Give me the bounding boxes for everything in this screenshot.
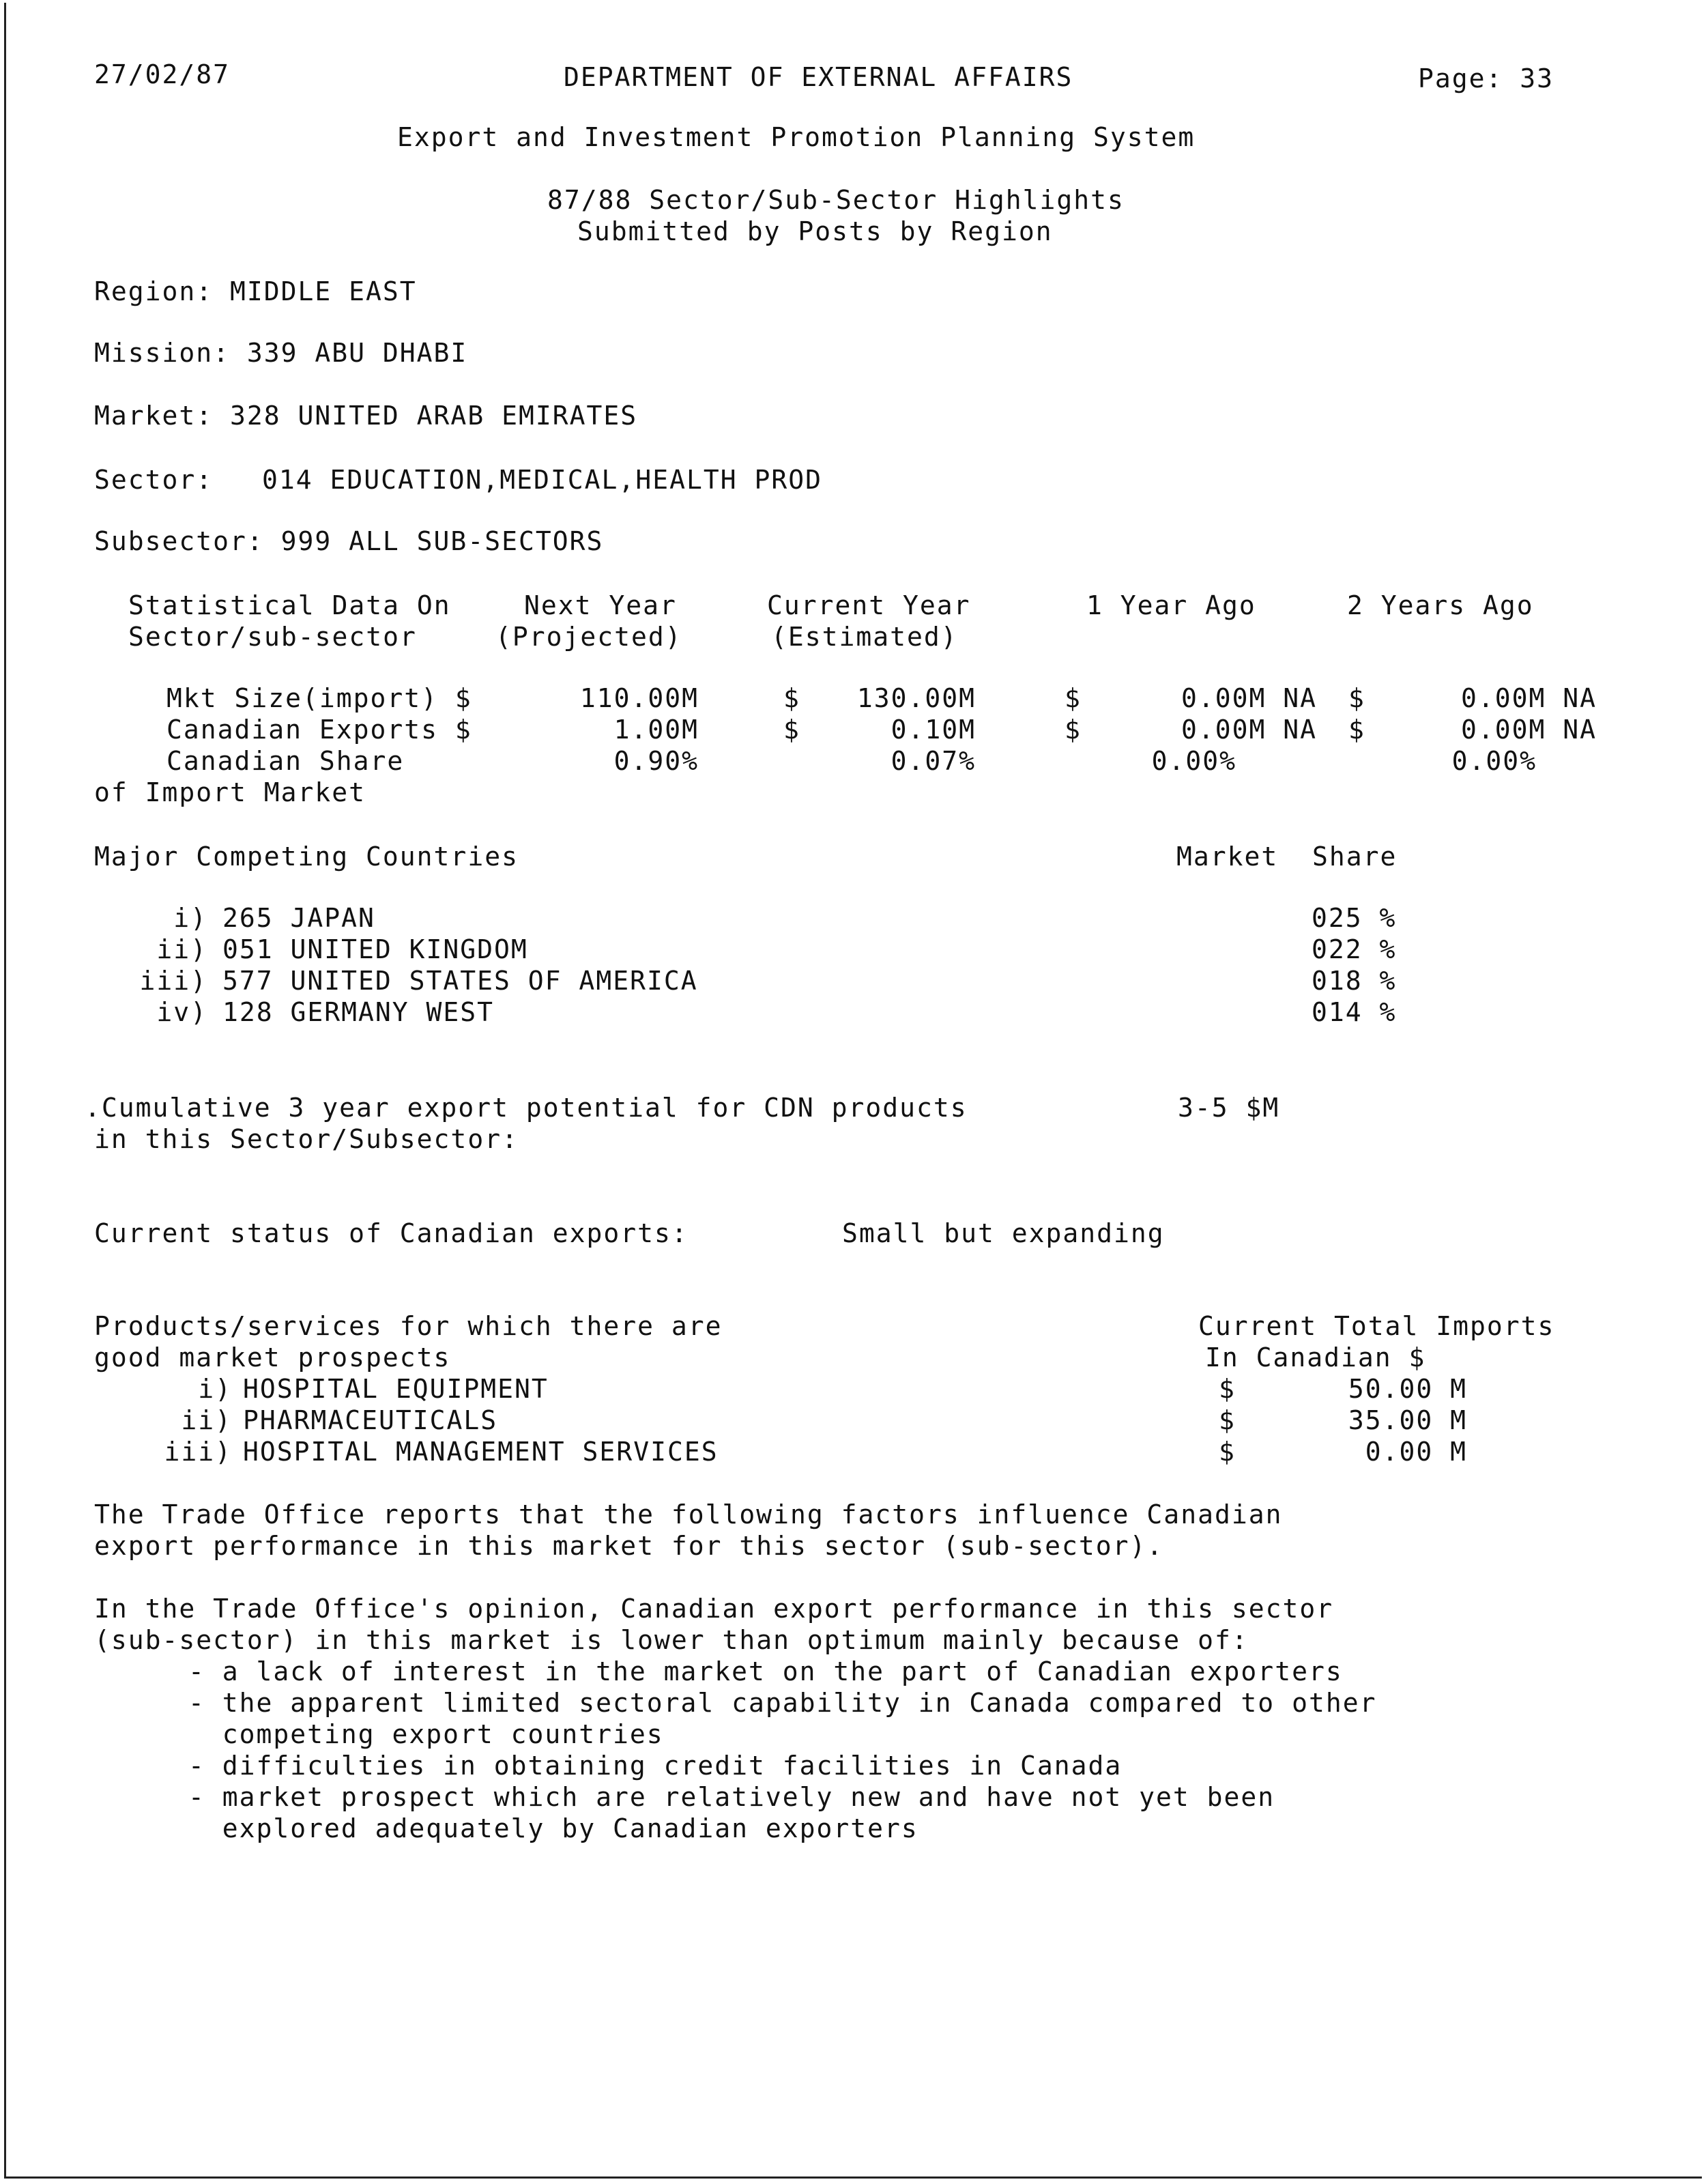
stats-cell-1-year-ago: 0.00M NA <box>1181 683 1317 713</box>
mission-line: Mission: 339 ABU DHABI <box>94 338 468 368</box>
stats-header-current-year: Current Year <box>767 590 971 620</box>
department-name: DEPARTMENT OF EXTERNAL AFFAIRS <box>564 62 1073 92</box>
list-item-number: ii) <box>181 1405 232 1435</box>
stats-cell-2-years-ago: 0.00M NA <box>1460 683 1597 713</box>
stats-row-label: Mkt Size(import) $ <box>167 683 472 713</box>
factors-paragraph: The Trade Office reports that the following factors influence Canadian <box>94 1499 1283 1529</box>
stats-cell-1-year-ago: 0.00% <box>1151 746 1236 776</box>
stats-cell-2-years-ago: 0.00M NA <box>1460 715 1597 745</box>
competitor-name: 577 UNITED STATES OF AMERICA <box>222 966 698 996</box>
stats-row-label: Canadian Exports $ <box>167 715 472 745</box>
sector-label: Sector: <box>94 465 214 495</box>
opinion-paragraph: In the Trade Office's opinion, Canadian export performance in this sector <box>94 1594 1334 1624</box>
opinion-paragraph: (sub-sector) in this market is lower than optimum mainly because of: <box>94 1625 1249 1655</box>
imports-heading: In Canadian $ <box>1205 1342 1426 1373</box>
prospect-name: HOSPITAL EQUIPMENT <box>243 1374 549 1404</box>
stats-cell-current: 0.10M <box>891 715 976 745</box>
subsector-line: Subsector: 999 ALL SUB-SECTORS <box>94 526 604 556</box>
opinion-bullet: explored adequately by Canadian exporters <box>188 1813 918 1843</box>
prospect-import-value: 35.00 M <box>1348 1405 1467 1435</box>
stats-cell-2-years-ago: 0.00% <box>1451 746 1537 776</box>
page-number: Page: 33 <box>1418 63 1554 94</box>
opinion-bullet: - difficulties in obtaining credit facilities in Canada <box>188 1751 1123 1781</box>
stats-cell-currency: $ <box>1065 715 1082 745</box>
stats-header-1-year-ago: 1 Year Ago <box>1086 590 1256 620</box>
list-item-number: iv) <box>156 997 207 1027</box>
imports-heading: Current Total Imports <box>1198 1311 1555 1341</box>
stats-header-label: Sector/sub-sector <box>128 622 417 652</box>
competitor-share: 014 % <box>1312 997 1397 1027</box>
prospect-name: PHARMACEUTICALS <box>243 1405 498 1435</box>
prospect-import-value: 0.00 M <box>1365 1437 1467 1467</box>
stats-cell-currency: $ <box>783 715 800 745</box>
export-potential-value: 3-5 $M <box>1178 1093 1280 1123</box>
competitor-share: 018 % <box>1312 966 1397 996</box>
competitor-share: 025 % <box>1312 903 1397 933</box>
list-item-number: i) <box>173 903 207 933</box>
page-border <box>4 3 1702 2179</box>
region-line: Region: MIDDLE EAST <box>94 276 417 306</box>
stats-header-current-year: (Estimated) <box>771 622 958 652</box>
list-item-number: ii) <box>156 934 207 964</box>
stats-header-next-year: (Projected) <box>495 622 682 652</box>
stats-cell-next: 0.90% <box>613 746 699 776</box>
competitor-name: 128 GERMANY WEST <box>222 997 495 1027</box>
stats-header-next-year: Next Year <box>524 590 677 620</box>
stats-cell-next: 110.00M <box>579 683 699 713</box>
export-status-label: Current status of Canadian exports: <box>94 1218 689 1248</box>
stats-cell-current: 0.07% <box>891 746 976 776</box>
competitor-name: 051 UNITED KINGDOM <box>222 934 528 964</box>
stats-header-label: Statistical Data On <box>128 590 451 620</box>
prospect-currency: $ <box>1219 1437 1236 1467</box>
stats-header-2-years-ago: 2 Years Ago <box>1347 590 1534 620</box>
factors-paragraph: export performance in this market for this sector (sub-sector). <box>94 1531 1164 1561</box>
competitors-heading: Major Competing Countries <box>94 842 519 872</box>
stats-cell-currency: $ <box>1348 683 1365 713</box>
system-title: Export and Investment Promotion Planning System <box>397 122 1196 152</box>
export-potential-label: .Cumulative 3 year export potential for CDN products <box>85 1093 968 1123</box>
report-subtitle: Submitted by Posts by Region <box>577 216 1053 246</box>
prospect-currency: $ <box>1219 1405 1236 1435</box>
list-item-number: iii) <box>139 966 207 996</box>
export-potential-label: in this Sector/Subsector: <box>94 1124 519 1154</box>
opinion-bullet: - a lack of interest in the market on the part of Canadian exporters <box>188 1656 1343 1686</box>
prospect-currency: $ <box>1219 1374 1236 1404</box>
list-item-number: iii) <box>164 1437 232 1467</box>
prospects-heading: Products/services for which there are <box>94 1311 723 1341</box>
sector-value: 014 EDUCATION,MEDICAL,HEALTH PROD <box>262 465 822 495</box>
stats-cell-1-year-ago: 0.00M NA <box>1181 715 1317 745</box>
report-date: 27/02/87 <box>94 59 231 89</box>
competitor-share: 022 % <box>1312 934 1397 964</box>
opinion-bullet: - the apparent limited sectoral capability in Canada compared to other <box>188 1688 1377 1718</box>
competitor-name: 265 JAPAN <box>222 903 375 933</box>
opinion-bullet: competing export countries <box>188 1719 664 1749</box>
stats-row-label: Canadian Share <box>167 746 405 776</box>
market-share-heading: Market Share <box>1176 842 1398 872</box>
stats-cell-current: 130.00M <box>856 683 976 713</box>
prospect-import-value: 50.00 M <box>1348 1374 1467 1404</box>
stats-row-label-tail: of Import Market <box>94 777 366 807</box>
list-item-number: i) <box>198 1374 232 1404</box>
stats-cell-currency: $ <box>1065 683 1082 713</box>
prospects-heading: good market prospects <box>94 1342 451 1373</box>
stats-cell-next: 1.00M <box>613 715 699 745</box>
stats-cell-currency: $ <box>783 683 800 713</box>
stats-cell-currency: $ <box>1348 715 1365 745</box>
report-title: 87/88 Sector/Sub-Sector Highlights <box>547 185 1125 215</box>
market-line: Market: 328 UNITED ARAB EMIRATES <box>94 401 638 431</box>
export-status-value: Small but expanding <box>842 1218 1165 1248</box>
prospect-name: HOSPITAL MANAGEMENT SERVICES <box>243 1437 719 1467</box>
opinion-bullet: - market prospect which are relatively new and have not yet been <box>188 1782 1275 1812</box>
